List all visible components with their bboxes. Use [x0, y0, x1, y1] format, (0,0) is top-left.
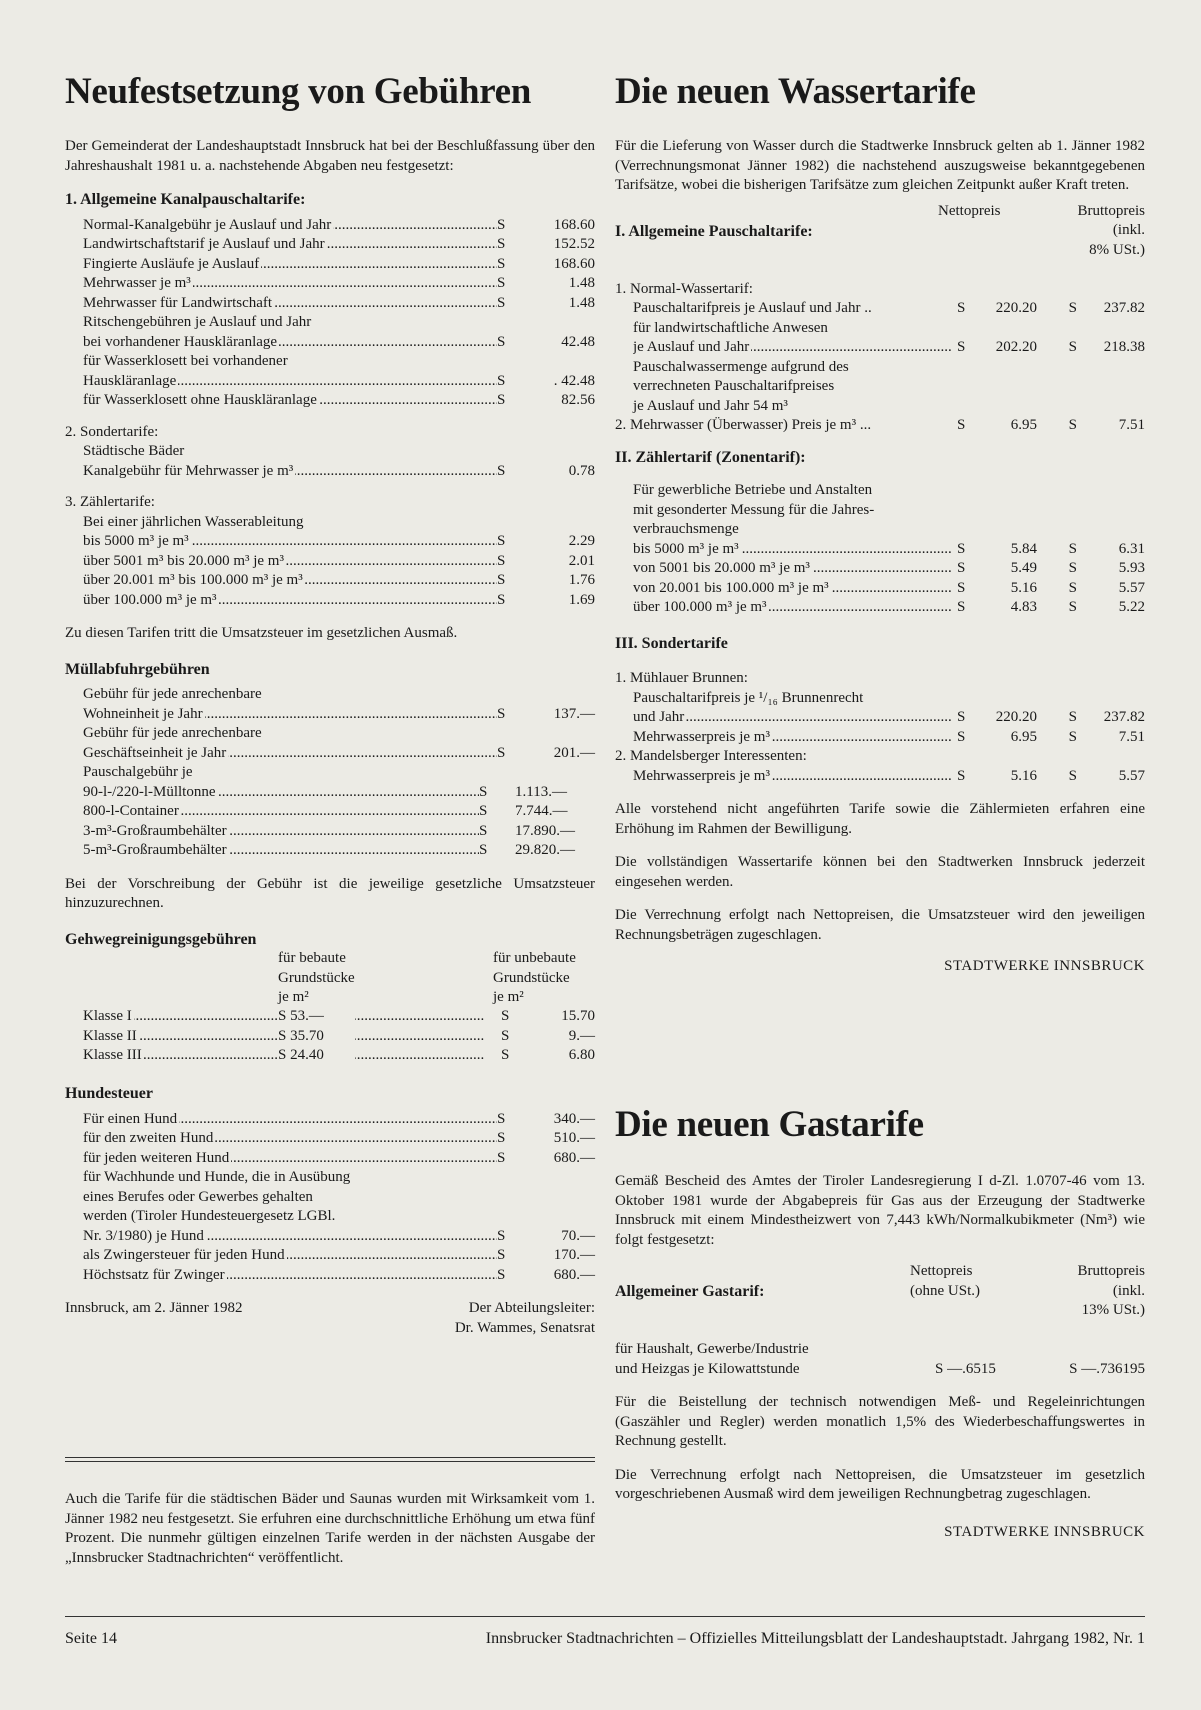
table-row: Höchstsatz für Zwinger ..... S 680.— — [83, 1266, 595, 1286]
table-row: 3-m³-Großraumbehälter ..... S 17.890.— — [83, 822, 595, 842]
table-row: Klasse II ..... S 35.70 ..... S 9.— — [83, 1027, 595, 1047]
wasser-note-3: Die Verrechnung erfolgt nach Nettopreisen, die Umsatzsteuer wird den jeweiligen Rechnungsbeträgen zugeschlagen. — [615, 907, 1145, 943]
table-row: Mehrwasser für Landwirtschaft ..... S 1.48 — [83, 294, 595, 314]
signature-block — [65, 1299, 595, 1338]
muell-heading: Müllabfuhrgebühren — [65, 660, 210, 678]
mandel-heading: 2. Mandelsberger Interessenten: — [615, 748, 807, 764]
signature — [455, 1299, 595, 1338]
gew-line: verbrauchsmenge — [633, 521, 739, 537]
table-row: Wohneinheit je Jahr ..... S 137.— — [83, 705, 595, 725]
zone-table — [615, 481, 1145, 618]
table-row: 800-l-Container ..... S 7.744.— — [83, 802, 595, 822]
article-title-gebuehren: Neufestsetzung von Gebühren — [65, 71, 532, 112]
table-row: für jeden weiteren Hund ..... S 680.— — [83, 1149, 595, 1169]
table-row: als Zwingersteuer für jeden Hund ..... S 170.— — [83, 1246, 595, 1266]
article-title-wasser: Die neuen Wassertarife — [615, 71, 976, 112]
wasser-note-1: Alle vorstehend nicht angeführten Tarife sowie die Zählermieten erfahren eine Erhöhung im Rahmen der Bewilligung. — [615, 801, 1145, 837]
zaehler-table — [65, 513, 595, 611]
table-row: bei vorhandener Hauskläranlage ..... S 42.48 — [83, 333, 595, 353]
kanal-table — [65, 216, 595, 411]
gas-gross-header: Bruttopreis (inkl. 13% USt.) — [1077, 1263, 1145, 1318]
table-row: Normal-Kanalgebühr je Auslauf und Jahr ..... S 168.60 — [83, 216, 595, 236]
pausch-line: verrechneten Pauschaltarifpreises — [633, 378, 835, 394]
article-title-gas: Die neuen Gastarife — [615, 1104, 924, 1145]
muell-line: Gebühr für jede anrechenbare — [83, 686, 262, 702]
table-row: 2. Mehrwasser (Überwasser) Preis je m³ ... S 6.95 S 7.51 — [615, 417, 1145, 433]
table-row: Mehrwasserpreis je m³ ..... S 6.95 S 7.51 — [633, 728, 1145, 748]
pausch-line: Pauschalwassermenge aufgrund des — [633, 358, 849, 375]
section-pauschal: I. Allgemeine Pauschaltarife: — [615, 222, 813, 240]
muehl-table — [615, 689, 1145, 748]
table-row: Pauschaltarifpreis je Auslauf und Jahr .. S 220.20 S 237.82 — [633, 300, 1145, 316]
baeder-block — [65, 1490, 595, 1568]
muell-table — [65, 685, 595, 861]
normal-table — [615, 299, 1145, 416]
muell-note: Bei der Vorschreibung der Gebühr ist die jeweilige gesetzliche Umsatzsteuer hinzuzurechnen. — [65, 875, 595, 911]
muell-line: Pauschalgebühr je — [83, 764, 193, 780]
gehweg-table — [65, 949, 595, 1066]
gehweg-col1-header: für bebaute Grundstücke je m² — [278, 950, 355, 1005]
wasser-body — [615, 137, 1145, 977]
zaehler-heading: 3. Zählertarife: — [65, 494, 155, 510]
muell-line: Gebühr für jede anrechenbare — [83, 725, 262, 741]
table-row: Hauskläranlage ..... S . 42.48 — [83, 372, 595, 392]
table-row: Fingierte Ausläufe je Auslauf ..... S 168.60 — [83, 255, 595, 275]
hunde-text: für Wachhunde und Hunde, die in Ausübung — [83, 1169, 351, 1185]
ritschen-line: Ritschengebühren je Auslauf und Jahr — [83, 314, 312, 330]
table-row: bis 5000 m³ je m³ ..... S 5.84 S 6.31 — [633, 540, 1145, 560]
wc-line: für Wasserklosett bei vorhandener — [83, 353, 288, 369]
table-row: 5-m³-Großraumbehälter ..... S 29.820.— — [83, 841, 595, 861]
kanal-heading: 1. Allgemeine Kanalpauschaltarife: — [65, 191, 306, 208]
sonder-line: Städtische Bäder — [83, 443, 185, 459]
gas-signature: STADTWERKE INNSBRUCK — [944, 1523, 1145, 1540]
gas-note-1: Für die Beistellung der technisch notwendigen Meß- und Regeleinrichtungen (Gaszähler und Regler) werden monatlich 1,5% des Wiederbeschaffungswertes in Rechnung gestellt. — [615, 1394, 1145, 1449]
hunde-text: werden (Tiroler Hundesteuergesetz LGBl. — [83, 1208, 336, 1224]
gebuehren-body — [65, 137, 595, 1338]
table-row: Mehrwasser je m³ ..... S 1.48 — [83, 274, 595, 294]
intro-text: Der Gemeinderat der Landeshauptstadt Innsbruck hat bei der Beschlußfassung über den Jahreshaushalt 1981 u. a. nachstehende Abgaben neu festgesetzt: — [65, 138, 595, 174]
divider — [65, 1457, 595, 1458]
gehweg-rows — [83, 1007, 595, 1066]
page-footer — [65, 1630, 1145, 1648]
table-row: für den zweiten Hund ..... S 510.— — [83, 1129, 595, 1149]
wasser-note-2: Die vollständigen Wassertarife können bei den Stadtwerken Innsbruck jederzeit eingesehen werden. — [615, 854, 1145, 890]
pausch-line: je Auslauf und Jahr 54 m³ — [633, 397, 788, 414]
section-zaehler: II. Zählertarif (Zonentarif): — [615, 448, 806, 466]
place-date: Innsbruck, am 2. Jänner 1982 — [65, 1300, 243, 1316]
table-row: Klasse I ..... S 53.— ..... S 15.70 — [83, 1007, 595, 1027]
baeder-note: Auch die Tarife für die städtischen Bäder und Saunas wurden mit Wirksamkeit vom 1. Jänner 1982 neu festgesetzt. Sie erfuhren eine durchschnittliche Erhöhung um etwa fünf Prozent. Die nunmehr gültigen einzelnen Tarife werden in der nächsten Ausgabe der „Innsbrucker Stadtnachrichten“ veröffentlicht. — [65, 1491, 595, 1566]
gew-line: mit gesonderter Messung für die Jahres- — [633, 501, 875, 518]
signature-name: Dr. Wammes, Senatsrat — [454, 1319, 595, 1336]
hunde-text: eines Berufes oder Gewerbes gehalten — [83, 1188, 313, 1205]
gas-note-2: Die Verrechnung erfolgt nach Nettopreisen, die Umsatzsteuer im gesetzlich vorgeschriebenen Ausmaß wird dem jeweiligen Rechnungbetrag zugeschlagen. — [615, 1466, 1145, 1502]
signature-title: Der Abteilungsleiter: — [468, 1300, 595, 1316]
gas-net-header: Nettopreis (ohne USt.) — [910, 1263, 980, 1299]
table-row: für Wasserklosett ohne Hauskläranlage ..... S 82.56 — [83, 391, 595, 411]
table-row: von 20.001 bis 100.000 m³ je m³ ..... S 5.16 S 5.57 — [633, 579, 1145, 599]
table-row: und Jahr ..... S 220.20 S 237.82 — [633, 708, 1145, 728]
table-row: Mehrwasserpreis je m³ ..... S 5.16 S 5.57 — [633, 767, 1145, 787]
section-sonder: III. Sondertarife — [615, 634, 728, 652]
wasser-signature: STADTWERKE INNSBRUCK — [944, 958, 1145, 974]
table-row: über 5001 m³ bis 20.000 m³ je m³ ..... S 2.01 — [83, 552, 595, 572]
gross-price-header: Bruttopreis (inkl. 8% USt.) — [1077, 202, 1145, 258]
sonder-table — [65, 442, 595, 481]
table-row: Geschäftseinheit je Jahr ..... S 201.— — [83, 744, 595, 764]
muehl-heading: 1. Mühlauer Brunnen: — [615, 670, 748, 686]
table-row: Kanalgebühr für Mehrwasser je m³ ..... S 0.78 — [83, 462, 595, 482]
page-number: Seite 14 — [65, 1630, 117, 1647]
table-row: 90-l-/220-l-Mülltonne ..... S 1.113.— — [83, 783, 595, 803]
normal-heading: 1. Normal-Wassertarif: — [615, 280, 753, 297]
gas-intro: Gemäß Bescheid des Amtes der Tiroler Landesregierung I d-Zl. 1.0707-46 vom 13. Oktober 1981 wurde der Abgabepreis für Gas aus der Erzeugung der Stadtwerke Innsbruck mit einem Mindestheizwert von 7,443 kWh/Normalkubikmeter (Nm³) wie folgt festgesetzt: — [615, 1173, 1145, 1248]
table-row: und Heizgas je Kilowattstunde S —.6515 S —.736195 — [615, 1360, 1145, 1377]
divider — [65, 1461, 595, 1462]
hunde-heading: Hundesteuer — [65, 1085, 153, 1102]
table-row: Landwirtschaftstarif je Auslauf und Jahr ..... S 152.52 — [83, 235, 595, 255]
table-row: Nr. 3/1980) je Hund ..... S 70.— — [83, 1227, 595, 1247]
zaehler-line: Bei einer jährlichen Wasserableitung — [83, 513, 304, 530]
gehweg-col2-header: für unbebaute Grundstücke je m² — [493, 950, 576, 1005]
wasser-column-headers — [615, 202, 1145, 266]
gehweg-heading: Gehwegreinigungsgebühren — [65, 930, 257, 948]
mandel-table — [615, 767, 1145, 787]
section-gastarif: Allgemeiner Gastarif: — [615, 1283, 765, 1300]
table-row: von 5001 bis 20.000 m³ je m³ ..... S 5.49 S 5.93 — [633, 559, 1145, 579]
publication-line: Innsbrucker Stadtnachrichten – Offizielles Mitteilungsblatt der Landeshauptstadt. Jahrgang 1982, Nr. 1 — [485, 1630, 1145, 1647]
table-row: Für einen Hund ..... S 340.— — [83, 1110, 595, 1130]
gew-line: Für gewerbliche Betriebe und Anstalten — [633, 482, 873, 498]
ust-note: Zu diesen Tarifen tritt die Umsatzsteuer im gesetzlichen Ausmaß. — [65, 625, 458, 641]
table-row: über 100.000 m³ je m³ ..... S 4.83 S 5.22 — [633, 598, 1145, 618]
gas-body — [615, 1172, 1145, 1542]
footer-divider — [65, 1616, 1145, 1617]
gas-column-headers — [615, 1262, 1145, 1326]
gas-line: für Haushalt, Gewerbe/Industrie — [615, 1341, 809, 1357]
table-row: über 100.000 m³ je m³ ..... S 1.69 — [83, 591, 595, 611]
normal-line: für landwirtschaftliche Anwesen — [633, 319, 828, 336]
table-row: je Auslauf und Jahr ..... S 202.20 S 218.38 — [633, 338, 1145, 358]
table-row: über 20.001 m³ bis 100.000 m³ je m³ ..... S 1.76 — [83, 571, 595, 591]
sonder-heading: 2. Sondertarife: — [65, 423, 159, 440]
table-row: bis 5000 m³ je m³ ..... S 2.29 — [83, 532, 595, 552]
wasser-intro: Für die Lieferung von Wasser durch die Stadtwerke Innsbruck gelten ab 1. Jänner 1982 (Verrechnungsmonat Jänner 1982) die nachstehend auszugsweise bekanntgegebenen Tarifsätze, wobei die bisherigen Tarifsätze zum gleichen Zeitpunkt außer Kraft treten. — [615, 138, 1145, 193]
table-row: Klasse III ..... S 24.40 ..... S 6.80 — [83, 1046, 595, 1066]
hunde-table — [65, 1110, 595, 1286]
net-price-header: Nettopreis — [938, 202, 1001, 219]
muehl-line: Pauschaltarifpreis je ¹/₁₆ Brunnenrecht — [633, 689, 864, 706]
